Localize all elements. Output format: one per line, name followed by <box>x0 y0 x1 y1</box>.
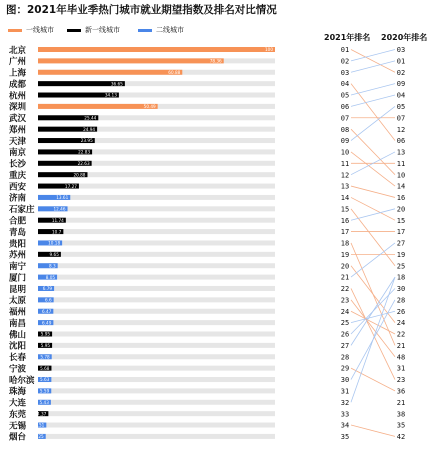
rank-change-line <box>351 61 395 72</box>
rank-change-line <box>351 50 395 61</box>
city-label: 太原 <box>9 296 27 307</box>
rank-2020-value: 23 <box>396 376 406 385</box>
bar-value-label: 5.95 <box>40 343 51 349</box>
bar-track <box>38 309 275 314</box>
city-label: 青岛 <box>9 227 27 238</box>
chart-row <box>9 420 405 431</box>
city-label: 佛山 <box>9 330 27 341</box>
bar-track <box>38 400 275 405</box>
city-label: 杭州 <box>9 91 27 102</box>
city-label: 烟台 <box>9 432 27 443</box>
rank-2020-value: 06 <box>396 137 406 146</box>
city-label: 南宁 <box>9 262 27 273</box>
rank-2021-value: 15 <box>340 205 350 214</box>
rank-2021-value: 23 <box>340 296 350 305</box>
rank-2020-value: 30 <box>396 285 406 294</box>
rank-2020-value: 38 <box>396 410 406 419</box>
chart-row <box>9 170 405 181</box>
rank-2020-value: 21 <box>396 341 406 350</box>
city-label: 南昌 <box>9 318 27 329</box>
rank-change-line <box>351 288 395 379</box>
rank-2020-value: 13 <box>396 148 406 157</box>
bar-value-label: 3.25 <box>34 434 44 440</box>
bar-value-label: 5.63 <box>40 377 50 383</box>
rank-change-line <box>351 300 395 357</box>
rank-2021-value: 04 <box>340 80 350 89</box>
rank-2021-value: 31 <box>340 387 350 396</box>
rank-change-line <box>351 50 395 73</box>
rank-2020-value: 15 <box>396 216 406 225</box>
rank-change-line <box>351 368 395 391</box>
chart-row <box>9 386 405 397</box>
bar-value-label: 6.6 <box>44 297 52 303</box>
city-label: 济南 <box>9 193 27 204</box>
rank-2021-value: 12 <box>340 171 350 180</box>
bar-value-label: 78.36 <box>209 58 222 64</box>
rank-2020-value: 12 <box>396 125 406 134</box>
bar-track <box>38 411 275 416</box>
rank-2021-value: 29 <box>340 364 350 373</box>
rank-2021-value: 16 <box>340 216 350 225</box>
rank-change-line <box>351 95 395 106</box>
rank-2020-value: 22 <box>396 330 406 339</box>
chart-row <box>9 147 405 158</box>
city-label: 厦门 <box>9 273 27 284</box>
city-label: 长沙 <box>9 159 27 170</box>
chart-row <box>8 307 405 318</box>
bar-value-label: 34.13 <box>104 92 117 98</box>
bar-track <box>38 343 275 348</box>
rank-2021-value: 19 <box>340 250 350 259</box>
bar-track <box>38 275 275 280</box>
chart-row <box>9 284 405 295</box>
chart-row <box>9 250 405 261</box>
city-label: 郑州 <box>9 125 27 136</box>
rank-2020-value: 11 <box>396 159 406 168</box>
chart-row <box>9 193 405 204</box>
chart-row <box>9 79 405 90</box>
bar-track <box>38 229 275 234</box>
bar-track <box>38 286 275 291</box>
city-label: 深圳 <box>9 102 27 113</box>
rank-2021-value: 06 <box>340 103 350 111</box>
chart-row <box>8 204 405 215</box>
bar-value-label: 13.61 <box>56 195 69 201</box>
bar <box>38 70 182 75</box>
bar-track <box>38 240 275 245</box>
chart-row <box>9 375 405 386</box>
rank-2020-value: 17 <box>396 228 406 237</box>
rank-2020-value: 25 <box>396 262 406 271</box>
bar-value-label: 5.78 <box>40 354 50 360</box>
bar-track <box>38 218 275 223</box>
chart-row <box>9 113 405 124</box>
city-label: 重庆 <box>9 170 27 181</box>
city-label: 东莞 <box>9 409 27 420</box>
rank-2020-value: 21 <box>396 398 406 407</box>
city-label: 沈阳 <box>9 341 27 352</box>
rank-2021-header: 2021年排名 <box>324 33 371 42</box>
rank-2021-value: 33 <box>340 410 350 419</box>
rank-2021-value: 18 <box>340 239 350 248</box>
chart-row <box>8 329 405 340</box>
chart-row <box>9 136 405 147</box>
rank-2021-value: 01 <box>340 46 350 55</box>
rank-2020-value: 01 <box>396 57 406 66</box>
rank-2020-value: 18 <box>396 273 406 282</box>
bar-value-label: 6.79 <box>42 286 53 292</box>
rank-2021-value: 27 <box>340 341 350 350</box>
rank-2021-value: 28 <box>340 353 350 362</box>
bar-value-label: 36.65 <box>110 81 123 87</box>
bar-value-label: 3.51 <box>34 422 45 428</box>
city-label: 无锡 <box>9 421 27 432</box>
bar-value-label: 25.44 <box>84 115 97 121</box>
rank-2020-value: 35 <box>396 421 406 430</box>
rank-change-line <box>351 311 395 322</box>
chart-row <box>9 90 405 101</box>
rank-2020-value: 10 <box>396 171 406 180</box>
rank-change-line <box>351 152 395 186</box>
chart-row <box>9 409 405 420</box>
rank-2020-value: 07 <box>396 114 406 123</box>
city-label: 哈尔滨 <box>9 375 35 386</box>
chart-row <box>8 432 405 443</box>
chart-row <box>9 68 405 79</box>
city-label: 上海 <box>9 68 27 79</box>
bar-track <box>38 388 275 393</box>
chart-row <box>9 398 405 409</box>
bar <box>38 47 275 52</box>
rank-2021-value: 25 <box>340 319 350 328</box>
bar-value-label: 60.88 <box>168 69 181 75</box>
chart-row <box>8 341 405 352</box>
rank-2021-value: 09 <box>340 137 350 146</box>
bar-value-label: 8.05 <box>45 274 56 280</box>
rank-2020-value: 16 <box>396 194 406 203</box>
rank-2021-value: 10 <box>340 148 350 157</box>
rank-change-line <box>351 129 395 175</box>
chart-row <box>9 45 405 56</box>
bar-track <box>38 366 275 371</box>
rank-2021-value: 05 <box>340 91 350 100</box>
rank-2020-header: 2020年排名 <box>381 33 428 42</box>
bar-value-label: 10.7 <box>52 229 62 235</box>
rank-2021-value: 20 <box>340 262 350 271</box>
chart-row <box>9 216 405 227</box>
city-label: 福州 <box>9 307 27 318</box>
bar-value-label: 5.59 <box>39 388 50 394</box>
city-label: 天津 <box>9 136 27 147</box>
rank-2020-value: 42 <box>396 433 406 442</box>
bar <box>38 58 224 63</box>
rank-2021-value: 14 <box>340 194 350 203</box>
rank-2020-value: 36 <box>396 387 406 396</box>
rank-2020-value: 02 <box>396 68 406 77</box>
city-label: 长春 <box>9 353 27 364</box>
bar-value-label: 12.46 <box>53 206 66 212</box>
rank-2021-value: 21 <box>340 273 350 282</box>
city-label: 苏州 <box>9 250 27 261</box>
rank-2020-value: 09 <box>396 80 406 89</box>
legend-tier2-label: 新一线城市 <box>85 26 120 34</box>
bar-value-label: 23.95 <box>80 138 93 144</box>
city-label: 宁波 <box>9 364 27 375</box>
rank-2021-value: 02 <box>340 57 350 66</box>
rank-change-line <box>351 84 395 95</box>
rank-change-line <box>351 266 395 323</box>
rank-2020-value: 31 <box>396 364 406 373</box>
rank-2020-value: 04 <box>396 91 406 100</box>
rank-change-lines <box>351 50 395 437</box>
chart-row <box>9 352 405 363</box>
city-label: 成都 <box>9 79 27 90</box>
bar-value-label: 20.88 <box>73 172 86 178</box>
bar-track <box>38 354 275 359</box>
rank-2021-value: 24 <box>340 307 350 316</box>
rank-2021-value: 26 <box>340 330 350 339</box>
chart-row <box>9 159 405 170</box>
bar-value-label: 5.43 <box>39 399 49 405</box>
chart-row <box>9 261 405 272</box>
bar-value-label: 50.49 <box>143 104 156 110</box>
bar-track <box>38 263 275 268</box>
rank-2021-value: 07 <box>340 114 350 123</box>
bar-value-label: 22.83 <box>78 149 91 155</box>
bar <box>38 104 158 109</box>
rank-change-line <box>351 243 395 277</box>
bar-track <box>38 423 275 428</box>
legend-tier1-label: 一线城市 <box>26 26 54 34</box>
bar-value-label: 100 <box>265 47 273 53</box>
chart-row <box>9 272 405 283</box>
bar-value-label: 11.74 <box>51 217 64 223</box>
bar-track <box>38 206 275 211</box>
rank-2020-value: 28 <box>396 296 406 305</box>
bar-track <box>38 377 275 382</box>
rank-2020-value: 03 <box>396 46 406 55</box>
bar-track <box>38 297 275 302</box>
rank-change-line <box>351 186 395 197</box>
legend-tier3-label: 二线城市 <box>156 26 184 34</box>
rank-2020-value: 24 <box>396 319 406 328</box>
rank-2020-value: 20 <box>396 205 406 214</box>
city-label: 广州 <box>9 57 27 68</box>
chart-row <box>9 102 405 113</box>
city-label: 石家庄 <box>9 205 35 216</box>
bar-track <box>38 434 275 439</box>
chart-row <box>9 227 405 238</box>
rank-change-line <box>351 425 395 436</box>
bar-value-label: 9.65 <box>49 252 59 258</box>
city-label: 珠海 <box>9 387 27 398</box>
rank-2021-value: 35 <box>340 433 350 442</box>
bar-value-label: 8.3 <box>48 263 56 269</box>
rank-change-line <box>351 209 395 220</box>
bar-track <box>38 332 275 337</box>
bar-track <box>38 195 275 200</box>
rank-2020-value: 27 <box>396 239 406 248</box>
city-label: 昆明 <box>9 284 27 295</box>
bar-value-label: 10.18 <box>48 240 61 246</box>
chart-row <box>9 363 405 374</box>
rank-2021-value: 30 <box>340 376 350 385</box>
rank-2020-value: 19 <box>396 250 406 259</box>
chart-row <box>9 56 405 67</box>
bar-value-label: 5.95 <box>40 331 51 337</box>
bar-value-label: 24.94 <box>83 126 96 132</box>
page-title: 图：2021年毕业季热门城市就业期望指数及排名对比情况 <box>6 4 277 16</box>
rank-2020-value: 14 <box>396 182 406 191</box>
rank-2021-value: 13 <box>340 182 350 191</box>
rank-2020-value: 05 <box>396 103 406 111</box>
bar-value-label: 6.47 <box>42 308 52 314</box>
rank-change-line <box>351 84 395 141</box>
rank-2020-value: 48 <box>396 353 406 362</box>
chart-row <box>8 124 405 135</box>
rank-2021-value: 08 <box>340 125 350 134</box>
bar-value-label: 4.37 <box>37 411 47 417</box>
chart-row <box>9 318 405 329</box>
rank-2020-value: 26 <box>396 307 406 316</box>
city-label: 南京 <box>9 148 27 159</box>
city-label: 合肥 <box>9 216 27 227</box>
rank-change-line <box>351 277 395 402</box>
city-label: 北京 <box>9 45 27 56</box>
rank-2021-value: 32 <box>340 398 350 407</box>
city-label: 贵阳 <box>9 239 27 250</box>
bar-track <box>38 320 275 325</box>
chart-row <box>9 181 405 192</box>
chart-row <box>9 295 405 306</box>
chart-row <box>9 238 405 249</box>
bar-value-label: 17.27 <box>64 183 77 189</box>
bar-value-label: 22.63 <box>77 161 90 166</box>
rank-2021-value: 34 <box>340 421 350 430</box>
bar-value-label: 6.49 <box>42 320 52 326</box>
city-label: 大连 <box>9 398 27 409</box>
rank-2021-value: 03 <box>340 68 350 77</box>
rank-2021-value: 17 <box>340 228 350 237</box>
rank-change-line <box>351 209 395 266</box>
city-label: 武汉 <box>9 114 27 125</box>
city-label: 西安 <box>9 182 27 193</box>
bar-track <box>38 252 275 257</box>
bar-value-label: 5.68 <box>40 365 50 371</box>
rank-2021-value: 11 <box>340 159 350 168</box>
rank-2021-value: 22 <box>340 285 350 294</box>
